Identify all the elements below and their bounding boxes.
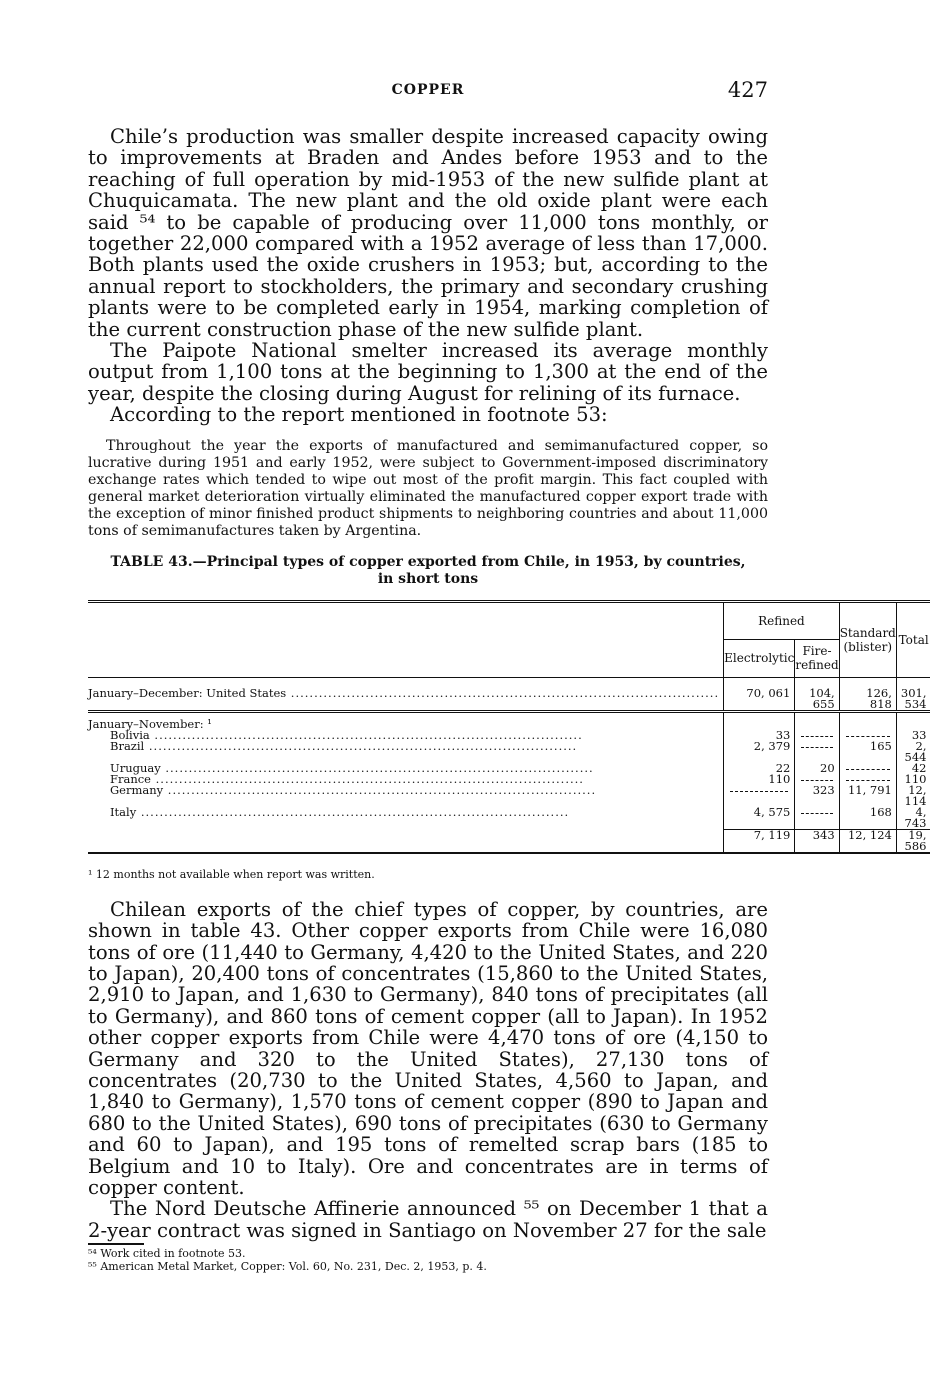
- page-footnotes: [88, 1247, 768, 1273]
- cell-standard: 168: [839, 807, 896, 830]
- row-label: Uruguay .....: [88, 763, 724, 774]
- total-electrolytic: 7, 119: [724, 829, 795, 853]
- cell-electrolytic: 110: [724, 774, 795, 785]
- cell-us-standard: 126, 818: [839, 677, 896, 711]
- row-label: Italy .....: [88, 807, 724, 830]
- cell-total: 12, 114: [896, 785, 930, 807]
- header-total: Total: [896, 601, 930, 677]
- row-label: Bolivia .....: [88, 730, 724, 741]
- cell-us-fire-refined: 104, 655: [795, 677, 839, 711]
- table-title-line-2: in short tons: [377, 570, 479, 587]
- total-fire-refined: 343: [795, 829, 839, 853]
- cell-electrolytic-empty: [724, 785, 795, 807]
- cell-electrolytic: 22: [724, 763, 795, 774]
- table-footnote: ¹ 12 months not available when report was written.: [88, 867, 375, 881]
- table-total-row: [88, 829, 930, 853]
- table-row: [88, 807, 930, 830]
- block-quote: Throughout the year the exports of manufactured and semimanufactured copper, so lucrative during 1951 and early 1952, were subject to Government-imposed discriminatory exchange rates which tended to wipe out most of the profit margin. This fact coupled with general market deterioration virtually eliminated the manufactured copper export trade with the exception of minor finished product shipments to neighboring countries and about 11,000 tons of semimanufactures taken by Argentina.: [88, 437, 768, 539]
- cell-gap: [795, 711, 839, 730]
- page-number: 427: [727, 78, 768, 102]
- row-label: Brazil .....: [88, 741, 724, 763]
- cell-total: 2, 544: [896, 741, 930, 763]
- row-label-nov-heading: January–November: ¹: [88, 711, 724, 730]
- cell-standard: 11, 791: [839, 785, 896, 807]
- cell-fire-refined-empty: [795, 730, 839, 741]
- cell-total: 42: [896, 763, 930, 774]
- cell-electrolytic: 4, 575: [724, 807, 795, 830]
- header-electrolytic: Electrolytic: [724, 639, 795, 677]
- total-standard: 12, 124: [839, 829, 896, 853]
- cell-electrolytic: 2, 379: [724, 741, 795, 763]
- cell-total: 110: [896, 774, 930, 785]
- cell-electrolytic: 33: [724, 730, 795, 741]
- footnote-54: ⁵⁴ Work cited in footnote 53.: [88, 1247, 246, 1261]
- cell-fire-refined: 323: [795, 785, 839, 807]
- table-row: [88, 741, 930, 763]
- total-stub: [88, 829, 724, 853]
- cell-total: 33: [896, 730, 930, 741]
- header-stub: [88, 601, 724, 677]
- row-label: Germany .....: [88, 785, 724, 807]
- cell-fire-refined-empty: [795, 741, 839, 763]
- cell-us-electrolytic: 70, 061: [724, 677, 795, 711]
- header-standard: Standard (blister): [839, 601, 896, 677]
- header-refined: Refined: [724, 601, 840, 639]
- copper-export-table: [88, 600, 930, 854]
- paragraph-nord-deutsche: The Nord Deutsche Affinerie announced ⁵⁵ on December 1 that a 2-year contract was signed in Santiago on November 27 for the sale: [88, 1197, 768, 1242]
- table-row: [88, 785, 930, 807]
- cell-total: 4, 743: [896, 807, 930, 830]
- cell-gap: [896, 711, 930, 730]
- footnote-55: ⁵⁵ American Metal Market, Copper: Vol. 60, No. 231, Dec. 2, 1953, p. 4.: [88, 1260, 487, 1274]
- row-label-us: January–December: United States .....: [88, 677, 724, 711]
- paragraph-report-intro: According to the report mentioned in footnote 53:: [110, 403, 608, 427]
- cell-fire-refined-empty: [795, 807, 839, 830]
- table-title: [88, 554, 768, 588]
- cell-standard-empty: [839, 763, 896, 774]
- header-fire-refined: Fire-refined: [795, 639, 839, 677]
- paragraph-production: Chile’s production was smaller despite increased capacity owing to improvements at Braden and Andes before 1953 and to the reaching of full operation by mid-1953 of the new sulfide plant at Chuquicamata. The new plant and the old oxide plant were each said ⁵⁴ to be capable of producing over 11,000 tons monthly, or together 22,000 compared with a 1952 average of less than 17,000. Both plants used the oxide crushers in 1953; but, according to the annual report to stockholders, the primary and secondary crushing plants were to be completed early in 1954, marking completion of the current construction phase of the new sulfide plant.: [88, 125, 768, 341]
- running-title: COPPER: [391, 82, 465, 98]
- paragraph-exports: Chilean exports of the chief types of copper, by countries, are shown in table 43. Other copper exports from Chile were 16,080 tons of ore (11,440 to Germany, 4,420 to the United States, and 220 to Japan), 20,400 tons of concentrates (15,860 to the United States, 2,910 to Japan, and 1,630 to Germany), 840 tons of precipitates (all to Germany), and 860 tons of cement copper (all to Japan). In 1952 other copper exports from Chile were 4,470 tons of ore (4,150 to Germany and 320 to the United States), 27,130 tons of concentrates (20,730 to the United States, 4,560 to Japan, and 1,840 to Germany), 1,570 tons of cement copper (890 to Japan and 680 to the United States), 690 tons of precipitates (630 to Germany and 60 to Japan), and 195 tons of remelted scrap bars (185 to Belgium and 10 to Italy). Ore and concentrates are in terms of copper content.: [88, 897, 768, 1199]
- cell-gap: [724, 711, 795, 730]
- table-title-line-1: TABLE 43.—Principal types of copper exported from Chile, in 1953, by countries,: [110, 553, 746, 570]
- cell-us-total: 301, 534: [896, 677, 930, 711]
- page: [88, 78, 929, 1274]
- cell-fire-refined: 20: [795, 763, 839, 774]
- footnote-rule: [88, 1243, 144, 1245]
- total-total: 19, 586: [896, 829, 930, 853]
- cell-gap: [839, 711, 896, 730]
- page-header: [88, 78, 768, 106]
- cell-standard: 165: [839, 741, 896, 763]
- row-label: France .....: [88, 774, 724, 785]
- paragraph-smelter: The Paipote National smelter increased its average monthly output from 1,100 tons at the beginning to 1,300 at the end of the year, despite the closing during August for relining of its furnace.: [88, 339, 768, 405]
